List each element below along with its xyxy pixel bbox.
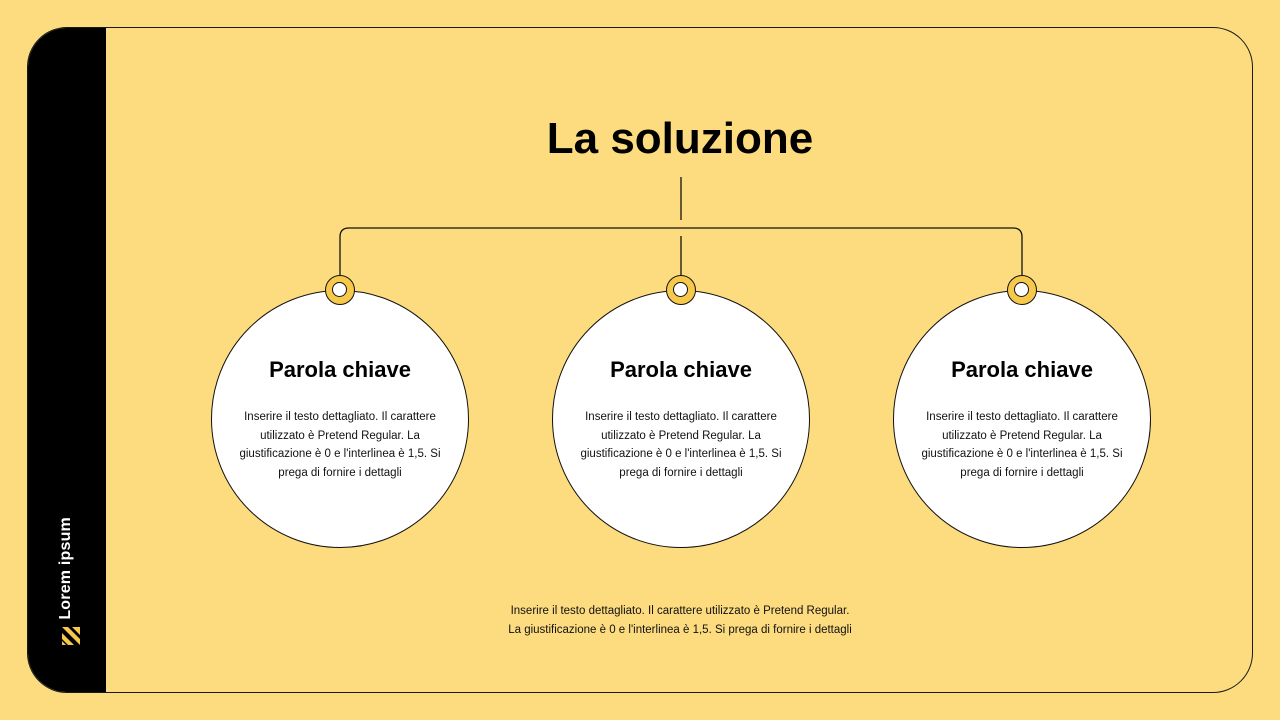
card-heading: Parola chiave: [951, 357, 1093, 382]
footer-text: [28, 602, 1252, 640]
card-body: Inserire il testo dettagliato. Il carattere utilizzato è Pretend Regular. La giustificazione è 0 e l'interlinea è 1,5. Si prega di fornire i dettagli: [239, 411, 441, 479]
brand-label: Lorem ipsum: [57, 517, 74, 620]
card-body: Inserire il testo dettagliato. Il carattere utilizzato è Pretend Regular. La giustificazione è 0 e l'interlinea è 1,5. Si prega di fornire i dettagli: [580, 411, 782, 479]
connector-ring-icon: [666, 275, 696, 305]
card-heading: Parola chiave: [610, 357, 752, 382]
connector-ring-icon: [325, 275, 355, 305]
card-heading: Parola chiave: [269, 357, 411, 382]
keyword-card-2: [552, 290, 810, 548]
keyword-card-1: [211, 290, 469, 548]
page-title: La soluzione: [546, 114, 814, 163]
slide-frame: [27, 27, 1253, 693]
footer-line-2: La giustificazione è 0 e l'interlinea è 1,5. Si prega di fornire i dettagli: [508, 624, 852, 636]
card-body: Inserire il testo dettagliato. Il carattere utilizzato è Pretend Regular. La giustificazione è 0 e l'interlinea è 1,5. Si prega di fornire i dettagli: [921, 411, 1123, 479]
keyword-card-3: [893, 290, 1151, 548]
footer-line-1: Inserire il testo dettagliato. Il carattere utilizzato è Pretend Regular.: [510, 605, 850, 617]
connector-ring-icon: [1007, 275, 1037, 305]
